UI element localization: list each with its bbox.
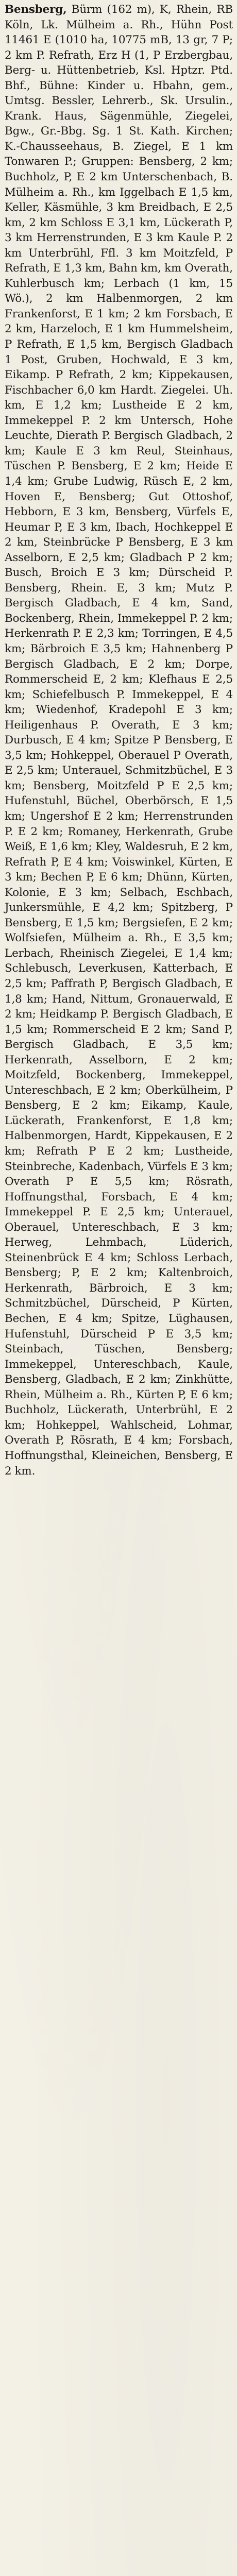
gazetteer-entry [5, 2, 233, 1479]
entry-body-text: Bürm (162 m), K, Rhein, RB Köln, Lk. Mülheim a. Rh., Hühn Post 11461 E (1010 ha, 10775 mB, 13 gr, 7 P; 2 km P. Refrath, Erz H (1, P Erzbergbau, Berg- u. Hüttenbetrieb, Ksl. Hptzr. Ptd. Bhf., Bühne: Kinder u. Hbahn, gem., Umtsg. Bessler, Lehrerb., Sk. Ursulin., Krank. Haus, Sägenmühle, Ziegelei, Bgw., Gr.-Bbg. Sg. 1 St. Kath. Kirchen; K.-Chausseehaus, B. Ziegel, E 1 km Tonwaren P.; Gruppen: Bensberg, 2 km; Buchholz, P, E 2 km Unterschenbach, B. Mülheim a. Rh., km Iggelbach E 1,5 km, Keller, Käsmühle, 3 km Breidbach, E 2,5 km, 2 km Schloss E 3,1 km, Lückerath P, 3 km Herrenstrunden, E 3 km Kaule P. 2 km Unterbrühl, Ffl. 3 km Moitzfeld, P Refrath, E 1,3 km, Bahn km, km Overath, Kuhlerbusch km; Lerbach (1 km, 15 Wö.), 2 km Halbenmorgen, 2 km Frankenforst, E 1 km; 2 km Forsbach, E 2 km, Harzeloch, E 1 km Hummelsheim, P Refrath, E 1,5 km, Bergisch Gladbach 1 Post, Gruben, Hochwald, E 3 km, Eikamp. P Refrath, 2 km; Kippekausen, Fischbacher 6,0 km Hardt. Ziegelei. Uh. km, E 1,2 km; Lustheide E 2 km, Immekeppel P. 2 km Untersch, Hohe Leuchte, Dierath P. Bergisch Gladbach, 2 km; Kaule E 3 km Reul, Steinhaus, Tüschen P. Bensberg, E 2 km; Heide E 1,4 km; Grube Ludwig, Rüsch E, 2 km, Hoven E, Bensberg; Gut Ottoshof, Hebborn, E 3 km, Bensberg, Vürfels E, Heumar P, E 3 km, Ibach, Hochkeppel E 2 km, Steinbrücke P Bensberg, E 3 km Asselborn, E 2,5 km; Gladbach P 2 km; Busch, Broich E 3 km; Dürscheid P. Bensberg, Rhein. E, 3 km; Mutz P. Bergisch Gladbach, E 4 km, Sand, Bockenberg, Rhein, Immekeppel P. 2 km; Herkenrath P. E 2,3 km; Torringen, E 4,5 km; Bärbroich E 3,5 km; Hahnenberg P Bergisch Gladbach, E 2 km; Dorpe, Rommerscheid E, 2 km; Klefhaus E 2,5 km; Schiefelbusch P. Immekeppel, E 4 km; Wiedenhof, Kradepohl E 3 km; Heiligenhaus P. Overath, E 3 km; Durbusch, E 4 km; Spitze P Bensberg, E 3,5 km; Hohkeppel, Oberauel P Overath, E 2,5 km; Unterauel, Schmitzbüchel, E 3 km; Bensberg, Moitzfeld P E 2,5 km; Hufenstuhl, Büchel, Oberbörsch, E 1,5 km; Ungershof E 2 km; Herrenstrunden P. E 2 km; Romaney, Herkenrath, Grube Weiß, E 1,6 km; Kley, Waldesruh, E 2 km, Refrath P, E 4 km; Voiswinkel, Kürten, E 3 km; Bechen P, E 6 km; Dhünn, Kürten, Kolonie, E 3 km; Selbach, Eschbach, Junkersmühle, E 4,2 km; Spitzberg, P Bensberg, E 1,5 km; Bergsiefen, E 2 km; Wolfsiefen, Mülheim a. Rh., E 3,5 km; Lerbach, Rheinisch Ziegelei, E 1,4 km; Schlebusch, Leverkusen, Katterbach, E 2,5 km; Paffrath P, Bergisch Gladbach, E 1,8 km; Hand, Nittum, Gronauerwald, E 2 km; Heidkamp P. Bergisch Gladbach, E 1,5 km; Rommerscheid E 2 km; Sand P, Bergisch Gladbach, E 3,5 km; Herkenrath, Asselborn, E 2 km; Moitzfeld, Bockenberg, Immekeppel, Untereschbach, E 2 km; Oberkülheim, P Bensberg, E 2 km; Eikamp, Kaule, Lückerath, Frankenforst, E 1,8 km; Halbenmorgen, Hardt, Kippekausen, E 2 km; Refrath P E 2 km; Lustheide, Steinbreche, Kadenbach, Vürfels E 3 km; Overath P E 5,5 km; Rösrath, Hoffnungsthal, Forsbach, E 4 km; Immekeppel P. E 2,5 km; Unterauel, Oberauel, Untereschbach, E 3 km; Herweg, Lehmbach, Lüderich, Steinenbrück E 4 km; Schloss Lerbach, Bensberg; P, E 2 km; Kaltenbroich, Herkenrath, Bärbroich, E 3 km; Schmitzbüchel, Dürscheid, P Kürten, Bechen, E 4 km; Spitze, Lüghausen, Hufenstuhl, Dürscheid P E 3,5 km; Steinbach, Tüschen, Bensberg; Immekeppel, Untereschbach, Kaule, Bensberg, Gladbach, E 2 km; Zinkhütte, Rhein, Mülheim a. Rh., Kürten P, E 6 km; Buchholz, Lückerath, Unterbrühl, E 2 km; Hohkeppel, Wahlscheid, Lohmar, Overath P, Rösrath, E 4 km; Forsbach, Hoffnungsthal, Kleineichen, Bensberg, E 2 km. [5, 3, 233, 1478]
entry-headword: Bensberg, [5, 3, 67, 16]
